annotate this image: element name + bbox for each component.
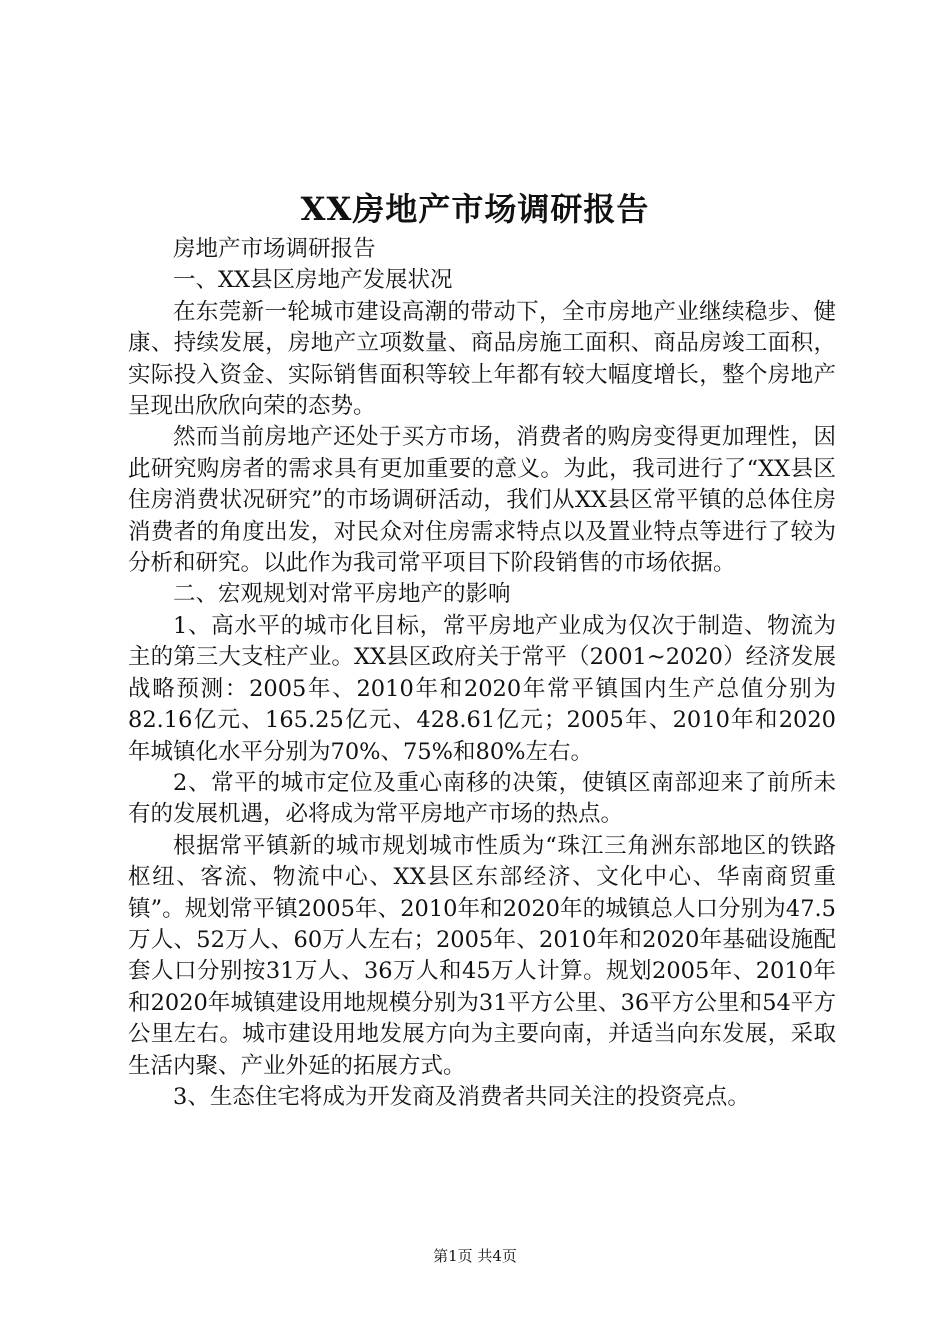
paragraph-subtitle: 房地产市场调研报告 [173,236,376,262]
paragraph: 3、生态住宅将成为开发商及消费者共同关注的投资亮点。 [173,1083,750,1110]
paragraph: 根据常平镇新的城市规划城市性质为“珠江三角洲东部地区的铁路枢纽、客流、物流中心、XX县区东部经济、文化中心、华南商贸重镇”。规划常平镇2005年、2010年和2020年的城镇总人口分别为47.5万人、52万人、60万人左右；2005年、2010年和2020年基础设施配套人口分别按31万人、36万人和45万人计算。规划2005年、2010年和2020年城镇建设用地规模分别为31平方公里、36平方公里和54平方公里左右。城市建设用地发展方向为主要向南，并适当向东发展，采取生活内聚、产业外延的拓展方式。 [128,832,836,1079]
section-heading-1: 一、XX县区房地产发展状况 [173,267,453,294]
paragraph: 2、常平的城市定位及重心南移的决策，使镇区南部迎来了前所未有的发展机遇，必将成为常平房地产市场的热点。 [128,769,836,828]
document-title: XX房地产市场调研报告 [300,190,650,228]
page-footer: 第1页 共4页 [433,1247,517,1265]
paragraph: 1、高水平的城市化目标，常平房地产业成为仅次于制造、物流为主的第三大支柱产业。XX县区政府关于常平（2001~2020）经济发展战略预测：2005年、2010年和2020年常平镇国内生产总值分别为82.16亿元、165.25亿元、428.61亿元；2005年、2010年和2020年城镇化水平分别为70%、75%和80%左右。 [128,612,836,765]
document-body [128,234,836,1113]
section-heading-2: 二、宏观规划对常平房地产的影响 [173,581,511,608]
paragraph: 在东莞新一轮城市建设高潮的带动下，全市房地产业继续稳步、健康、持续发展，房地产立项数量、商品房施工面积、商品房竣工面积，实际投入资金、实际销售面积等较上年都有较大幅度增长，整个房地产呈现出欣欣向荣的态势。 [128,298,836,420]
paragraph: 然而当前房地产还处于买方市场，消费者的购房变得更加理性，因此研究购房者的需求具有更加重要的意义。为此，我司进行了“XX县区住房消费状况研究”的市场调研活动，我们从XX县区常平镇的总体住房消费者的角度出发，对民众对住房需求特点以及置业特点等进行了较为分析和研究。以此作为我司常平项目下阶段销售的市场依据。 [128,424,836,577]
